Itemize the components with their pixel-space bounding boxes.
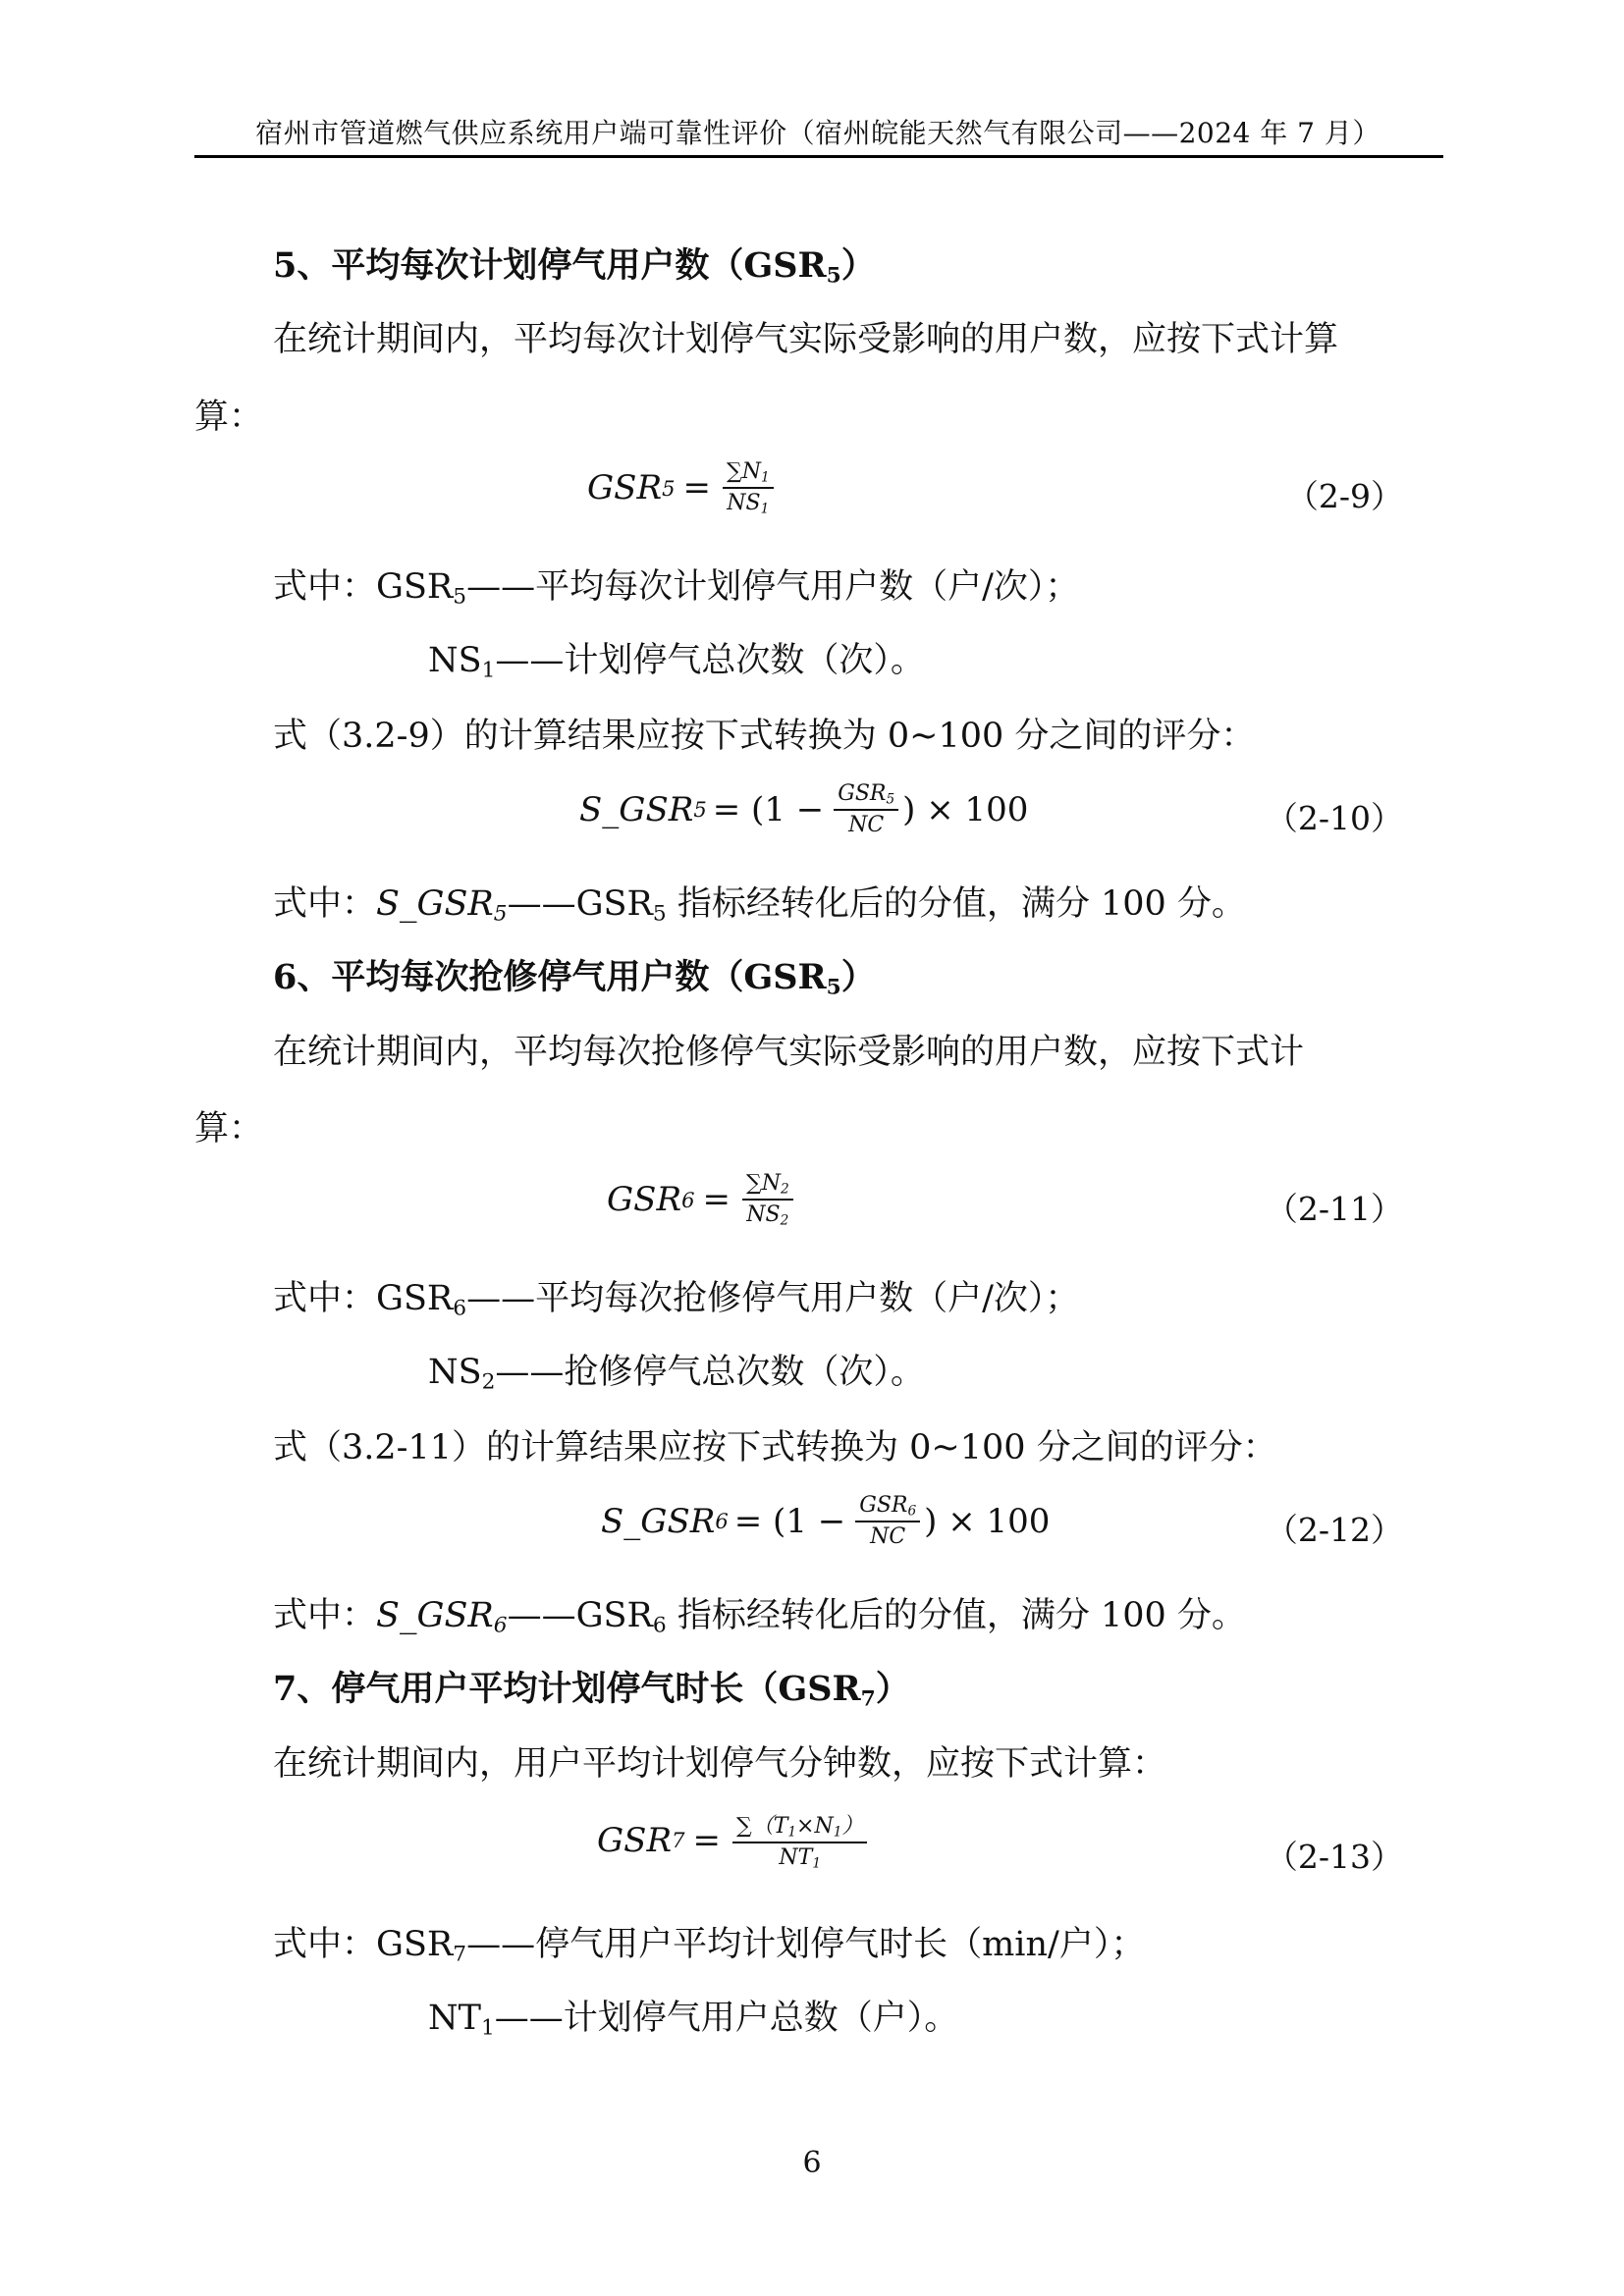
equation-2-11: GSR 6 = $\frac{\sum N_2}{NS_2}$ <box>607 1171 797 1229</box>
equation-number: （2-10） <box>1265 799 1403 837</box>
section-5-intro: 在统计期间内，平均每次计划停气实际受影响的用户数，应按下式计算 <box>273 320 1339 359</box>
section-6-intro-cont: 算： <box>194 1109 264 1148</box>
section-5-conversion-text: 式（3.2-9）的计算结果应按下式转换为 0~100 分之间的评分： <box>273 717 1256 756</box>
header-rule <box>194 155 1443 158</box>
section-6-heading: 6、平均每次抢修停气用户数$(GSR_5)$ <box>273 957 876 1000</box>
section-5-def-score: 式中：$S\_GSR_5——GSR_5$ 指标经转化后的分值，满分 100 分。 <box>273 884 1246 927</box>
section-7-heading: 7、停气用户平均计划停气时长$(GSR_7)$ <box>273 1669 910 1712</box>
equation-number: （2-13） <box>1265 1838 1403 1876</box>
section-6-intro: 在统计期间内，平均每次抢修停气实际受影响的用户数，应按下式计 <box>273 1033 1305 1072</box>
equation-number: （2-12） <box>1265 1511 1403 1549</box>
equation-2-13: GSR 7 = $\frac{\sum(T_1\times N_1)}{NT_1}$ <box>597 1809 871 1872</box>
section-7-intro: 在统计期间内，用户平均计划停气分钟数，应按下式计算： <box>273 1744 1167 1784</box>
section-7-def-gsr7: 式中：$GSR_7——$停气用户平均计划停气时长（min/户）； <box>273 1925 1146 1967</box>
section-6-def-score: 式中：$S\_GSR_6——GSR_6$ 指标经转化后的分值，满分 100 分。 <box>273 1596 1246 1638</box>
equation-2-10: S_GSR 5 = (1 − $\frac{GSR_5}{NC}$ ) × 100 <box>579 781 1029 838</box>
section-5-def-ns1: $NS_1——$计划停气总次数（次）。 <box>428 641 925 683</box>
equation-number: （2-11） <box>1265 1190 1403 1228</box>
equation-2-9: GSR 5 = $\frac{\sum N_1}{NS_1}$ <box>587 459 778 517</box>
section-5-def-gsr5: 式中：$GSR_5——$平均每次计划停气用户数（户/次）； <box>273 567 1080 610</box>
equation-2-12: S_GSR 6 = (1 − $\frac{GSR_6}{NC}$ ) × 100 <box>601 1493 1051 1550</box>
section-6-conversion-text: 式（3.2-11）的计算结果应按下式转换为 0~100 分之间的评分： <box>273 1428 1277 1468</box>
running-header: 宿州市管道燃气供应系统用户端可靠性评价（宿州皖能天然气有限公司——2024 年 7 月） <box>255 117 1380 149</box>
section-5-heading: 5、平均每次计划停气用户数$(GSR_5)$ <box>273 245 876 289</box>
equation-number: （2-9） <box>1285 477 1403 515</box>
section-6-def-gsr6: 式中：$GSR_6——$平均每次抢修停气用户数（户/次）； <box>273 1279 1080 1321</box>
section-7-def-nt1: $NT_1——$计划停气用户总数（户）。 <box>428 1999 959 2041</box>
page-number: 6 <box>802 2146 822 2180</box>
section-5-intro-cont: 算： <box>194 398 264 437</box>
section-6-def-ns2: $NS_2——$抢修停气总次数（次）。 <box>428 1353 925 1395</box>
